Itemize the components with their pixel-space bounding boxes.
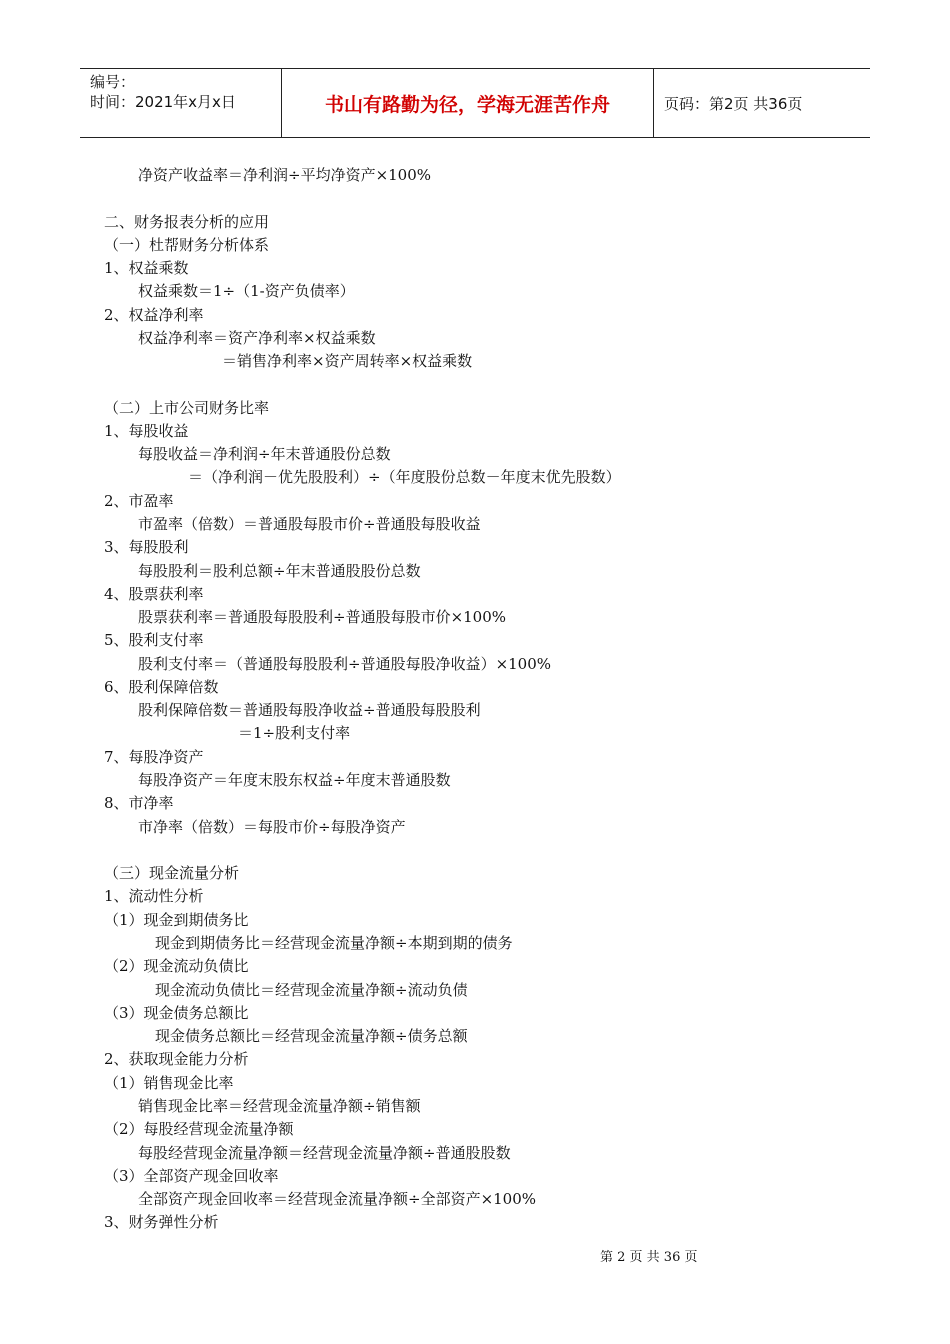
formula-line: 销售现金比率＝经营现金流量净额÷销售额 [138, 1097, 421, 1115]
item-heading: 1、每股收益 [104, 422, 189, 440]
time-label: 时间：2021年x月x日 [90, 93, 236, 111]
formula-continuation: ＝（净利润－优先股股利）÷（年度股份总数－年度末优先股数） [188, 468, 621, 486]
header-motto-cell [282, 69, 654, 137]
formula-line: 净资产收益率＝净利润÷平均净资产×100% [138, 166, 432, 184]
item-heading: 3、每股股利 [104, 538, 189, 556]
item-heading: 8、市净率 [104, 794, 174, 812]
item-heading: 2、市盈率 [104, 492, 174, 510]
formula-line: 股利支付率＝（普通股每股股利÷普通股每股净收益）×100% [138, 655, 552, 673]
item-heading: 3、财务弹性分析 [104, 1213, 219, 1231]
formula-line: 每股经营现金流量净额＝经营现金流量净额÷普通股股数 [138, 1144, 511, 1162]
formula-continuation: ＝1÷股利支付率 [238, 724, 351, 742]
subsection-heading: （一）杜帮财务分析体系 [104, 236, 270, 254]
header-page-cell [654, 69, 870, 137]
item-heading: 1、流动性分析 [104, 887, 204, 905]
item-heading: 6、股利保障倍数 [104, 678, 219, 696]
subitem-heading: （3）现金债务总额比 [104, 1004, 249, 1022]
formula-line: 市净率（倍数）＝每股市价÷每股净资产 [138, 818, 406, 836]
serial-label: 编号： [90, 73, 136, 91]
item-heading: 5、股利支付率 [104, 631, 204, 649]
subitem-heading: （2）现金流动负债比 [104, 957, 249, 975]
formula-line: 股票获利率＝普通股每股股利÷普通股每股市价×100% [138, 608, 507, 626]
subsection-heading: （三）现金流量分析 [104, 864, 240, 882]
item-heading: 1、权益乘数 [104, 259, 189, 277]
formula-line: 每股收益＝净利润÷年末普通股份总数 [138, 445, 391, 463]
subitem-heading: （1）现金到期债务比 [104, 911, 249, 929]
formula-line: 每股股利＝股利总额÷年末普通股股份总数 [138, 562, 421, 580]
formula-line: 每股净资产＝年度末股东权益÷年度末普通股数 [138, 771, 451, 789]
section-heading: 二、财务报表分析的应用 [104, 213, 270, 231]
page-footer: 第 2 页 共 36 页 [600, 1250, 698, 1265]
page-header [80, 68, 870, 138]
motto-text: 书山有路勤为径，学海无涯苦作舟 [324, 93, 610, 116]
formula-line: 现金流动负债比＝经营现金流量净额÷流动负债 [155, 981, 468, 999]
item-heading: 7、每股净资产 [104, 748, 204, 766]
subitem-heading: （2）每股经营现金流量净额 [104, 1120, 294, 1138]
formula-line: 权益净利率＝资产净利率×权益乘数 [138, 329, 376, 347]
subitem-heading: （1）销售现金比率 [104, 1074, 234, 1092]
formula-line: 权益乘数＝1÷（1-资产负债率） [138, 282, 355, 300]
header-meta-cell [80, 69, 282, 137]
subitem-heading: （3）全部资产现金回收率 [104, 1167, 279, 1185]
subsection-heading: （二）上市公司财务比率 [104, 399, 270, 417]
formula-continuation: ＝销售净利率×资产周转率×权益乘数 [222, 352, 473, 370]
formula-line: 股利保障倍数＝普通股每股净收益÷普通股每股股利 [138, 701, 481, 719]
item-heading: 4、股票获利率 [104, 585, 204, 603]
item-heading: 2、获取现金能力分析 [104, 1050, 249, 1068]
page-info: 页码：第2页 共36页 [664, 94, 803, 113]
formula-line: 市盈率（倍数）＝普通股每股市价÷普通股每股收益 [138, 515, 481, 533]
formula-line: 现金债务总额比＝经营现金流量净额÷债务总额 [155, 1027, 468, 1045]
formula-line: 现金到期债务比＝经营现金流量净额÷本期到期的债务 [155, 934, 513, 952]
item-heading: 2、权益净利率 [104, 306, 204, 324]
formula-line: 全部资产现金回收率＝经营现金流量净额÷全部资产×100% [138, 1190, 537, 1208]
